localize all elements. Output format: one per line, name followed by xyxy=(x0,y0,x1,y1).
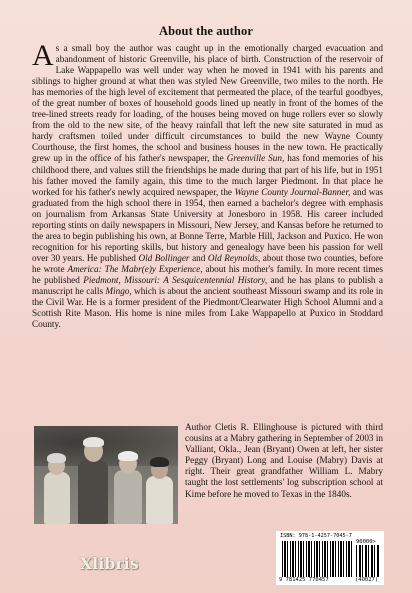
author-photo xyxy=(34,426,178,524)
bio-title-mingo: Mingo, xyxy=(105,286,132,297)
bio-text-7: and he has plans to publish a manuscript he calls xyxy=(32,274,384,297)
barcode-addon-digits: (40027) xyxy=(355,577,379,583)
publisher-logo-text: Xlibris xyxy=(80,554,139,573)
bio-text-5: about those two counties, before he wrote xyxy=(32,252,384,274)
photo-caption: Author Cletis R. Ellinghouse is pictured with third cousins at a Mabry gathering in September of 2003 in Valliant, Okla., Jean (Bryant) Owen at left, her sister Peggy (Bryant) Long and Louise (Mabry) Davis at right. Their great grandfather William L. Mabry taught the lost settlements' log subscription school at Kime before he moved to Texas in the 1840s. xyxy=(185,422,383,499)
barcode-bars-main xyxy=(282,541,352,577)
barcode-addon-label: 90000> xyxy=(356,539,376,545)
drop-cap: A xyxy=(32,39,54,72)
bio-text-1: s a small boy the author was caught up in the emotionally charged evacuation and abandonment of historic Greenville, his place of birth. Construction of the reservoir of Lake Wappapello was well under way when he moved in 1941 with his parents and siblings to higher ground at what then was styled New Greenville, two miles to the north. He has memories of the high level of excitement that permeated the place, of the tearful goodbyes, of the great number of boxes of household goods lined up neatly in front of the homes of the tree-lined streets ready for loading, of the houses being moved on huge rollers ever so slowly from the old to the new site, of the heavy rainfall that left the new site saturated in mud as hardy craftsmen toiled under difficult circumstances to build the new Wayne County Courthouse, the first homes, the school and business houses in the new town. He practically grew up in the office of his father's newspaper, the xyxy=(32,43,383,164)
author-bio xyxy=(32,39,384,330)
barcode-digits: 9 781425 770457 xyxy=(279,577,329,583)
isbn-label: ISBN: 978-1-4257-7045-7 xyxy=(280,533,352,539)
barcode-bars-addon xyxy=(356,545,380,577)
bio-title-mabrey-experience: America: The Mabr(e)y Experience, xyxy=(67,263,203,274)
bio-title-old-bollinger: Old Bollinger xyxy=(138,252,190,263)
bio-title-old-reynolds: Old Reynolds, xyxy=(207,252,261,263)
bio-text-4: and xyxy=(189,252,208,263)
section-title: About the author xyxy=(159,24,253,38)
bio-title-journal-banner: Wayne County Journal-Banner, xyxy=(234,186,351,197)
bio-text-8: which is about the ancient southeast Missouri swamp and its role in the Civil War. He is a former president of the Piedmont/Clearwater High School Alumni and a Scottish Rite Mason. His home is nine miles from Lake Wappapello at Puxico in Stoddard County. xyxy=(32,286,383,330)
isbn-barcode xyxy=(276,531,384,585)
bio-title-greenville-sun: Greenville Sun, xyxy=(226,153,285,164)
publisher-logo xyxy=(76,553,139,577)
bio-text-3: and was graduated from the high school there in 1954, then earned a bachelor's degree with emphasis on journalism from Arkansas State University at Jonesboro in 1958. His career included reporting stints on daily newspapers in Missouri, New Jersey, and Kansas before he returned to the area to begin publishing his own, at Bonne Terre, Marble Hill, Jackson and Puxico. He won recognition for his reporting skills, but history and genealogy have been his passion for well over 30 years. He published xyxy=(32,186,383,263)
bio-text-2: has fond memories of his childhood there, and values still the friendships he made during that part of his life, but in 1951 his father moved the family again, this time to the much larger Piedmont. In that place he worked for his father's newly acquired newspaper, the xyxy=(32,153,383,197)
bio-text-6: about his mother's family. In more recent times he published xyxy=(32,263,383,285)
bio-title-piedmont-history: Piedmont, Missouri: A Sesquicentennial History, xyxy=(83,274,268,285)
